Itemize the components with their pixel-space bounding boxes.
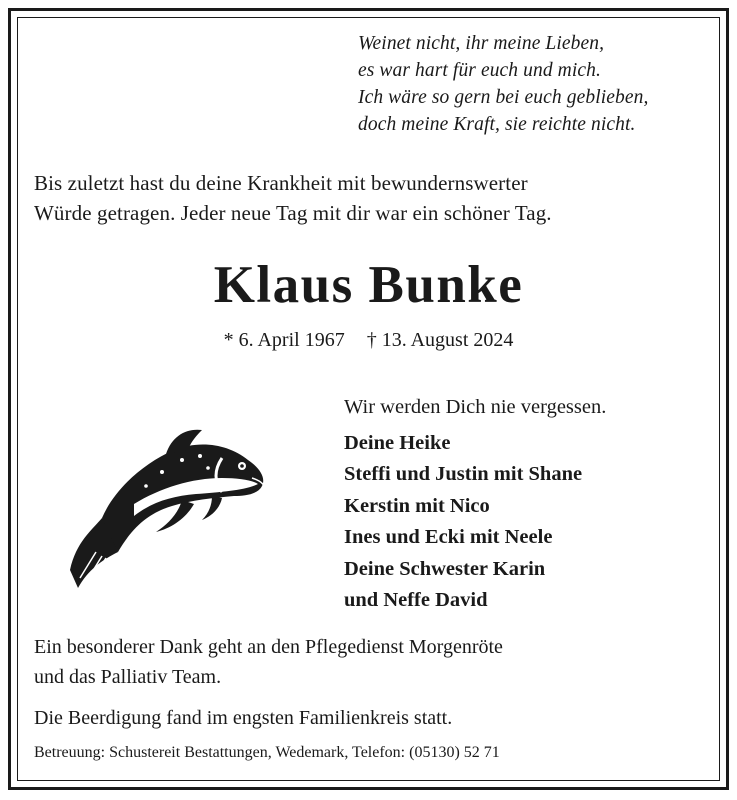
poem <box>358 30 648 138</box>
fish-icon <box>62 420 272 590</box>
family-member: und Neffe David <box>344 589 488 612</box>
remember-line: Wir werden Dich nie vergessen. <box>344 396 607 418</box>
family-member: Ines und Ecki mit Neele <box>344 526 553 549</box>
poem-line: Ich wäre so gern bei euch geblieben, <box>358 87 649 108</box>
family-member: Deine Schwester Karin <box>344 557 546 580</box>
intro-line: Bis zuletzt hast du deine Krankheit mit bewundernswerter <box>34 171 528 195</box>
poem-line: es war hart für euch und mich. <box>358 60 601 81</box>
life-dates <box>0 326 737 354</box>
family-member: Kerstin mit Nico <box>344 494 490 517</box>
funeral-home-credit: Betreuung: Schustereit Bestattungen, Wedemark, Telefon: (05130) 52 71 <box>34 744 500 761</box>
poem-line: doch meine Kraft, sie reichte nicht. <box>358 114 636 135</box>
birth-date: * 6. April 1967 <box>223 329 345 351</box>
poem-line: Weinet nicht, ihr meine Lieben, <box>358 33 605 54</box>
deceased-name: Klaus Bunke <box>213 256 524 314</box>
intro-line: Würde getragen. Jeder neue Tag mit dir war ein schöner Tag. <box>34 201 552 225</box>
funeral-note: Die Beerdigung fand im engsten Familienkreis statt. <box>34 707 453 729</box>
family-member: Deine Heike <box>344 432 451 454</box>
intro-text <box>34 168 552 228</box>
thanks-line: und das Palliativ Team. <box>34 666 222 688</box>
family-signatures <box>344 428 582 616</box>
family-member: Steffi und Justin mit Shane <box>344 463 583 486</box>
death-date: † 13. August 2024 <box>366 329 514 351</box>
thanks-text <box>34 632 503 692</box>
thanks-line: Ein besonderer Dank geht an den Pflegedienst Morgenröte <box>34 636 503 658</box>
